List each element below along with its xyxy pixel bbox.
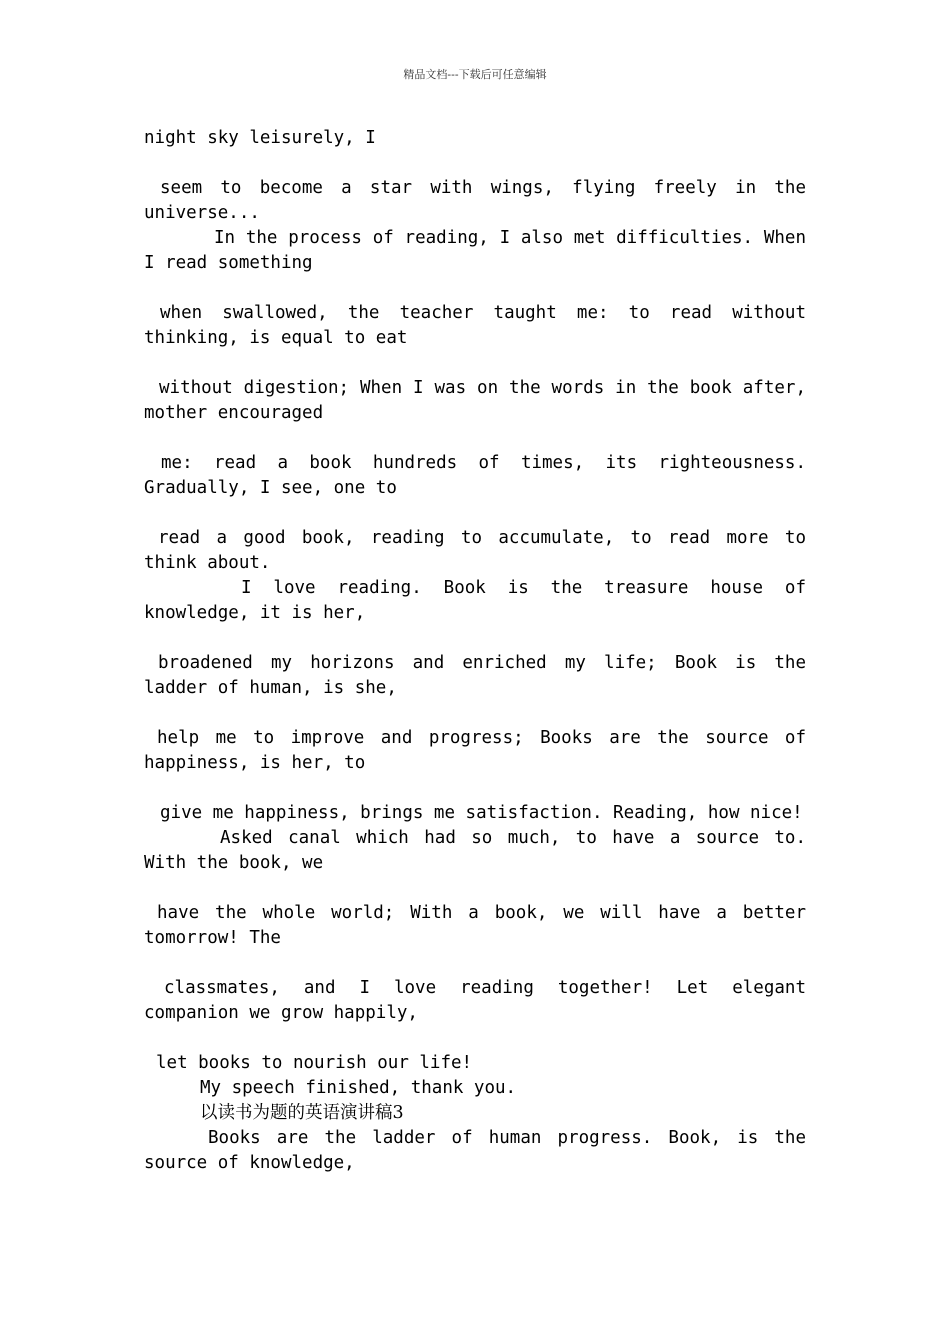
paragraph: I love reading. Book is the treasure house of knowledge, it is her, [144, 578, 817, 623]
paragraph: help me to improve and progress; Books are the source of happiness, is her, to [144, 728, 817, 773]
paragraph: without digestion; When I was on the words in the book after, mother encouraged [144, 378, 817, 423]
paragraph: read a good book, reading to accumulate, to read more to think about. [144, 528, 817, 573]
blank-line [144, 626, 806, 651]
blank-line [144, 501, 806, 526]
paragraph: seem to become a star with wings, flying freely in the universe... [144, 178, 817, 223]
paragraph: have the whole world; With a book, we will have a better tomorrow! The [144, 903, 817, 948]
page-header: 精品文档---下载后可任意编辑 [403, 68, 547, 81]
paragraph: broadened my horizons and enriched my life; Book is the ladder of human, is she, [144, 653, 817, 698]
paragraph: night sky leisurely, I [144, 128, 376, 148]
paragraph: when swallowed, the teacher taught me: to read without thinking, is equal to eat [144, 303, 817, 348]
paragraph: In the process of reading, I also met difficulties. When I read something [144, 228, 817, 273]
blank-line [144, 351, 806, 376]
paragraph: me: read a book hundreds of times, its righteousness. Gradually, I see, one to [144, 453, 817, 498]
document-body [144, 126, 817, 1176]
blank-line [144, 776, 806, 801]
paragraph: classmates, and I love reading together! Let elegant companion we grow happily, [144, 978, 817, 1023]
blank-line [144, 951, 806, 976]
paragraph: give me happiness, brings me satisfaction. Reading, how nice! [160, 803, 803, 823]
blank-line [144, 701, 806, 726]
blank-line [144, 1026, 806, 1051]
paragraph: My speech finished, thank you. [200, 1078, 517, 1098]
blank-line [144, 276, 806, 301]
section-title: 以读书为题的英语演讲稿3 [200, 1103, 404, 1123]
paragraph: Asked canal which had so much, to have a source to. With the book, we [144, 828, 817, 873]
blank-line [144, 876, 806, 901]
blank-line [144, 151, 806, 176]
paragraph: let books to nourish our life! [156, 1053, 473, 1073]
paragraph: Books are the ladder of human progress. Book, is the source of knowledge, [144, 1128, 817, 1173]
blank-line [144, 426, 806, 451]
